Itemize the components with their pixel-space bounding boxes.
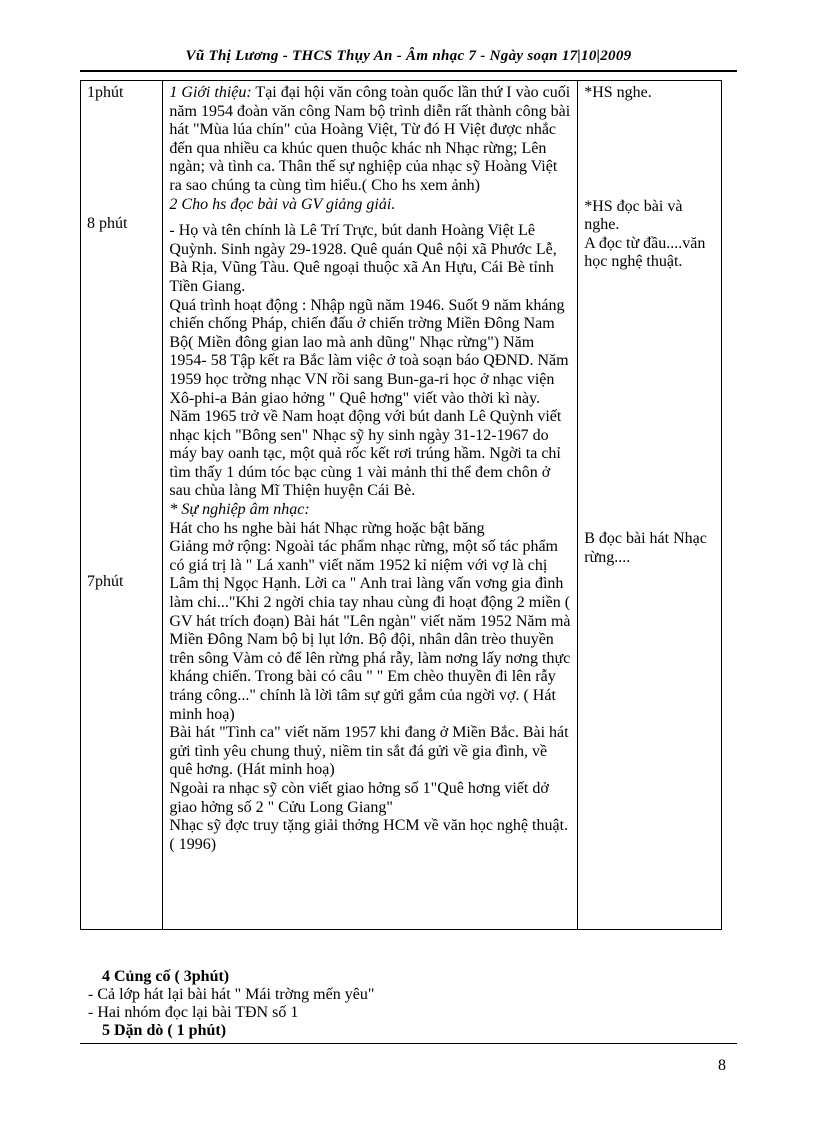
- time-2: 8 phút: [87, 214, 128, 232]
- career-paragraph: Quá trình hoạt động : Nhập ngũ năm 1946. Suốt 9 năm kháng chiến chống Pháp, chiến đấu ở chiến trờng Miền Đông Nam Bộ( Miền đông gian lao mà anh dũng" Nhạc rừng") Năm 1954- 58 Tập kết ra Bắc làm việc ở toà soạn báo QĐND. Năm 1959 học trờng nhạc VN rồi sang Bun-ga-ri học ở nhạc viện Xô-phi-a Bản giao hởng " Quê hơng" viết vào thời kì này. Năm 1965 trở về Nam hoạt động với bút danh Lê Quỳnh viết nhạc kịch "Bông sen" Nhạc sỹ hy sinh ngày 31-12-1967 do máy bay oanh tạc, một quả rốc kết rơi trúng hầm. Ngời ta chỉ tìm thấy 1 dúm tóc bạc cùng 1 vài mảnh thi thể đem chôn ở sau chùa làng Mĩ Thiện huyện Cái Bè.: [169, 296, 569, 500]
- lesson-table: [80, 80, 722, 930]
- reading-label: 2 Cho hs đọc bài và GV giảng giải.: [169, 195, 396, 213]
- student-2b: A đọc từ đầu....văn học nghệ thuật.: [584, 234, 706, 271]
- time-1: 1phút: [87, 84, 124, 101]
- footer-rule: [80, 1043, 737, 1044]
- music-career-label: * Sự nghiệp âm nhạc:: [169, 501, 310, 519]
- intro-label: 1 Giới thiệu:: [169, 84, 252, 101]
- intro-text: Tại đại hội văn công toàn quốc lần thứ I vào cuối năm 1954 đoàn văn công Nam bộ trình diễn rất thành công bài hát "Mùa lúa chín" của Hoàng Việt, Từ đó H Việt được nhắc đến qua nhiều ca khúc quen thuộc khác nh Nhạc rừng; Lên ngàn; và tình ca. Thân thế sự nghiệp của nhạc sỹ Hoàng Việt ra sao chúng ta cùng tìm hiểu.( Cho hs xem ảnh): [169, 84, 571, 194]
- student-1: *HS nghe.: [584, 84, 652, 101]
- music-paragraph-4: Ngoài ra nhạc sỹ còn viết giao hởng số 1"Quê hơng viết dở giao hởng số 2 " Cửu Long Giang": [169, 779, 549, 816]
- music-paragraph-5: Nhạc sỹ đợc truy tặng giải thởng HCM về văn học nghệ thuật.( 1996): [169, 817, 569, 853]
- table-row: [81, 81, 722, 930]
- student-2a: *HS đọc bài và nghe.: [584, 197, 683, 234]
- biography-paragraph: - Họ và tên chính là Lê Trí Trực, bút danh Hoàng Việt Lê Quỳnh. Sinh ngày 29-1928. Quê quán Quê nội xã Phước Lễ, Bà Rịa, Vũng Tàu. Quê ngoại thuộc xã An Hựu, Cái Bè tỉnh Tiền Giang.: [169, 222, 557, 295]
- section-4-heading: 4 Củng cố ( 3phút): [102, 968, 230, 985]
- music-paragraph-2: Giảng mở rộng: Ngoài tác phẩm nhạc rừng, một số tác phẩm có giá trị là " Lá xanh" viết năm 1952 kỉ niệm với vợ là chị Lâm thị Ngọc Hạnh. Lời ca " Anh trai làng vấn vơng gia đình làm chi..."Khi 2 ngời chia tay nhau cùng đi hoạt động 2 miền ( GV hát trích đoạn) Bài hát "Lên ngàn" viết năm 1952 Năm mà Miền Đông Nam bộ bị lụt lớn. Bộ đội, nhân dân trèo thuyền trên sông Vàm cỏ để lên rừng phá rẫy, làm nơng lấy nơng thực kháng chiến. Trong bài có câu " " Em chèo thuyền đi lên rẫy tráng công..." chính là lời tâm sự gửi gắm của ngời vợ. ( Hát minh hoạ): [169, 538, 571, 723]
- time-3: 7phút: [87, 573, 124, 591]
- music-paragraph-3: Bài hát "Tình ca" viết năm 1957 khi đang ở Miền Bắc. Bài hát gửi tình yêu chung thuỷ, niềm tin sắt đá gửi về gia đình, về quê hơng. (Hát minh hoạ): [169, 724, 569, 779]
- section-4-line-1: - Cả lớp hát lại bài hát " Mái trờng mến yêu": [88, 986, 375, 1003]
- intro-paragraph: [169, 84, 571, 196]
- page-number: 8: [718, 1057, 726, 1074]
- teacher-activity-column: [163, 81, 578, 930]
- page-header: Vũ Thị Lương - THCS Thụy An - Âm nhạc 7 - Ngày soạn 17|10|2009: [80, 48, 737, 72]
- section-4-line-2: - Hai nhóm đọc lại bài TĐN số 1: [88, 1004, 299, 1021]
- student-3: B đọc bài hát Nhạc rừng....: [584, 529, 707, 566]
- time-column: [81, 81, 163, 930]
- lesson-footer: [80, 968, 740, 1040]
- music-paragraph-1: Hát cho hs nghe bài hát Nhạc rừng hoặc bật băng: [169, 519, 485, 537]
- section-5-heading: 5 Dặn dò ( 1 phút): [102, 1022, 227, 1039]
- student-activity-column: [578, 81, 722, 930]
